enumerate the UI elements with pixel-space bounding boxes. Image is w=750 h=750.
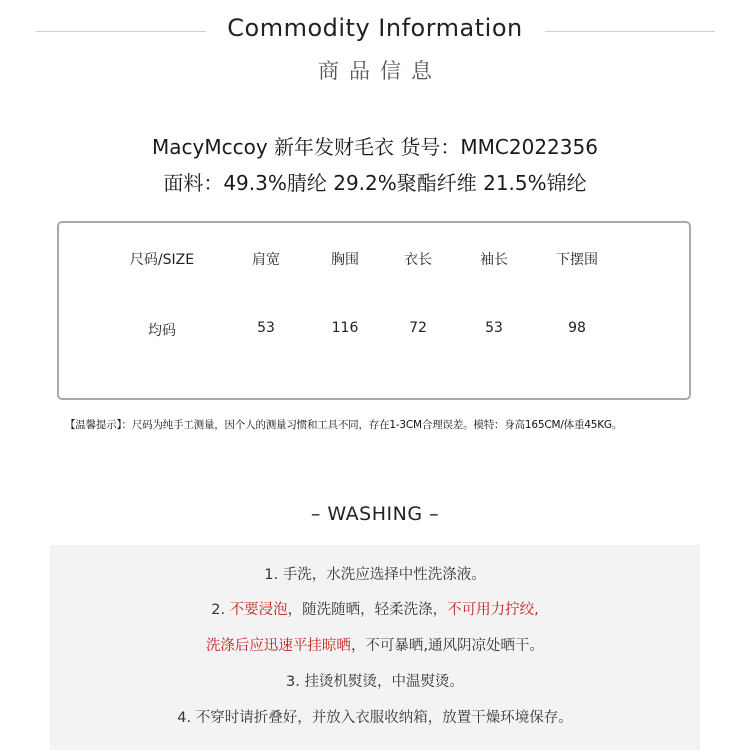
size-header-hem: 下摆围 — [556, 252, 598, 268]
size-header-length: 衣长 — [404, 252, 432, 268]
size-value-length: 72 — [409, 320, 427, 336]
washing-instruction-4: 4. 不穿时请折叠好，并放入衣服收纳箱，放置干燥环境保存。 — [177, 710, 573, 726]
washing-instruction-2b — [0, 634, 750, 655]
size-value-sleeve: 53 — [485, 320, 503, 336]
size-header-chest: 胸围 — [331, 252, 359, 268]
product-name-line: MacyMccoy 新年发财毛衣 货号：MMC2022356 — [152, 135, 598, 159]
washing-warning-no-soak: 不要浸泡 — [229, 602, 288, 618]
washing-warning-hang-dry: 洗涤后应迅速平挂晾晒 — [205, 638, 351, 654]
washing-instruction-1: 1. 手洗，水洗应选择中性洗涤液。 — [264, 567, 486, 583]
size-header-shoulder: 肩宽 — [252, 252, 280, 268]
measurement-tip: 【温馨提示】：尺码为纯手工测量，因个人的测量习惯和工具不同，存在1-3CM合理误差。模特：身高165CM/体重45KG。 — [65, 419, 623, 431]
washing-instruction-2-prefix: 2. — [211, 602, 230, 618]
size-value-chest: 116 — [331, 320, 359, 336]
washing-instruction-2 — [0, 598, 750, 619]
washing-instruction-2-mid: ，随洗随晒，轻柔洗涤， — [287, 602, 448, 618]
product-fabric-line: 面料：49.3%腈纶 29.2%聚酯纤维 21.5%锦纶 — [163, 171, 587, 195]
size-header-size: 尺码/SIZE — [129, 252, 195, 268]
washing-instruction-2b-rest: ，不可暴晒,通风阴凉处晒干。 — [350, 638, 545, 654]
size-header-sleeve: 袖长 — [480, 252, 508, 268]
washing-instruction-3: 3. 挂烫机熨烫，中温熨烫。 — [286, 674, 464, 690]
section-title-en: Commodity Information — [227, 14, 523, 42]
size-value-shoulder: 53 — [257, 320, 275, 336]
section-title-cn: 商品信息 — [318, 59, 442, 83]
washing-warning-no-wring: 不可用力拧绞, — [447, 602, 539, 618]
washing-title: – WASHING – — [310, 503, 440, 525]
size-value-hem: 98 — [568, 320, 586, 336]
size-table — [57, 221, 691, 400]
size-value-size: 均码 — [148, 323, 176, 339]
